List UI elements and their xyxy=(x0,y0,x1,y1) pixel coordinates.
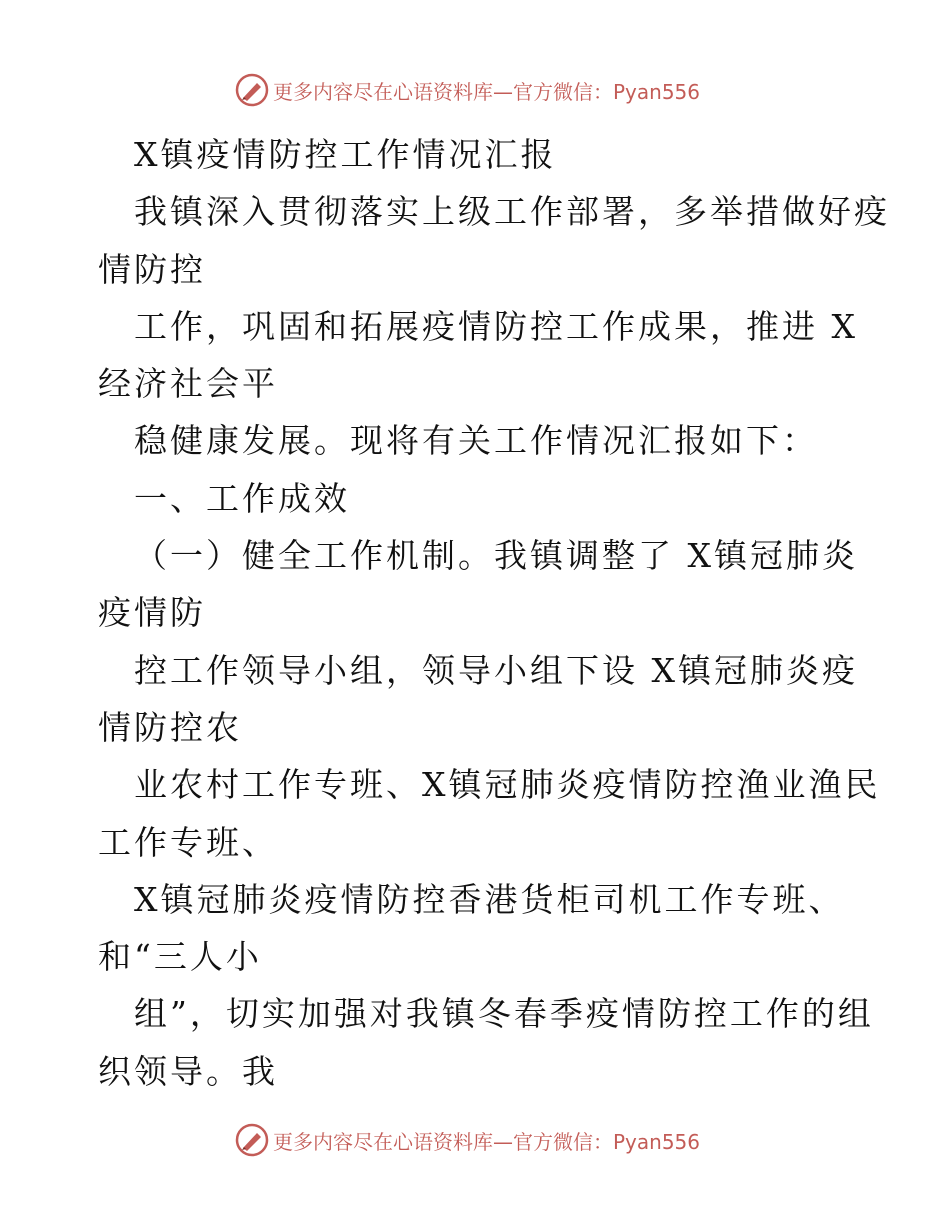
footer-watermark xyxy=(235,1123,700,1157)
text-line: X镇疫情防控工作情况汇报 xyxy=(134,135,557,174)
text-line: 工作，巩固和拓展疫情防控工作成果，推进 X xyxy=(134,306,858,346)
document-body xyxy=(98,126,890,1100)
text-line: 情防控 xyxy=(98,249,206,289)
text-line: 和“三人小 xyxy=(98,937,262,977)
text-line: 稳健康发展。现将有关工作情况汇报如下： xyxy=(134,421,818,461)
pen-logo-icon xyxy=(235,1123,269,1157)
text-line: 一、工作成效 xyxy=(134,478,350,518)
text-line: 业农村工作专班、X镇冠肺炎疫情防控渔业渔民 xyxy=(134,765,881,805)
text-line: 我镇深入贯彻落实上级工作部署，多举措做好疫 xyxy=(134,192,890,232)
watermark-text: 更多内容尽在心语资料库—官方微信：Pyan556 xyxy=(273,1129,701,1154)
text-line: 经济社会平 xyxy=(98,364,278,404)
text-line: X镇冠肺炎疫情防控香港货柜司机工作专班、 xyxy=(134,879,845,919)
text-line: 情防控农 xyxy=(98,707,242,747)
text-line: 工作专班、 xyxy=(98,822,278,862)
text-line: 织领导。我 xyxy=(98,1051,278,1091)
text-line: 疫情防 xyxy=(98,593,206,633)
text-line: 控工作领导小组，领导小组下设 X镇冠肺炎疫 xyxy=(134,650,858,690)
pen-logo-icon xyxy=(235,73,269,107)
watermark-text: 更多内容尽在心语资料库—官方微信：Pyan556 xyxy=(273,79,701,104)
text-line: 组”，切实加强对我镇冬春季疫情防控工作的组 xyxy=(134,994,874,1034)
header-watermark xyxy=(235,73,700,107)
text-line: （一）健全工作机制。我镇调整了 X镇冠肺炎 xyxy=(134,536,858,576)
